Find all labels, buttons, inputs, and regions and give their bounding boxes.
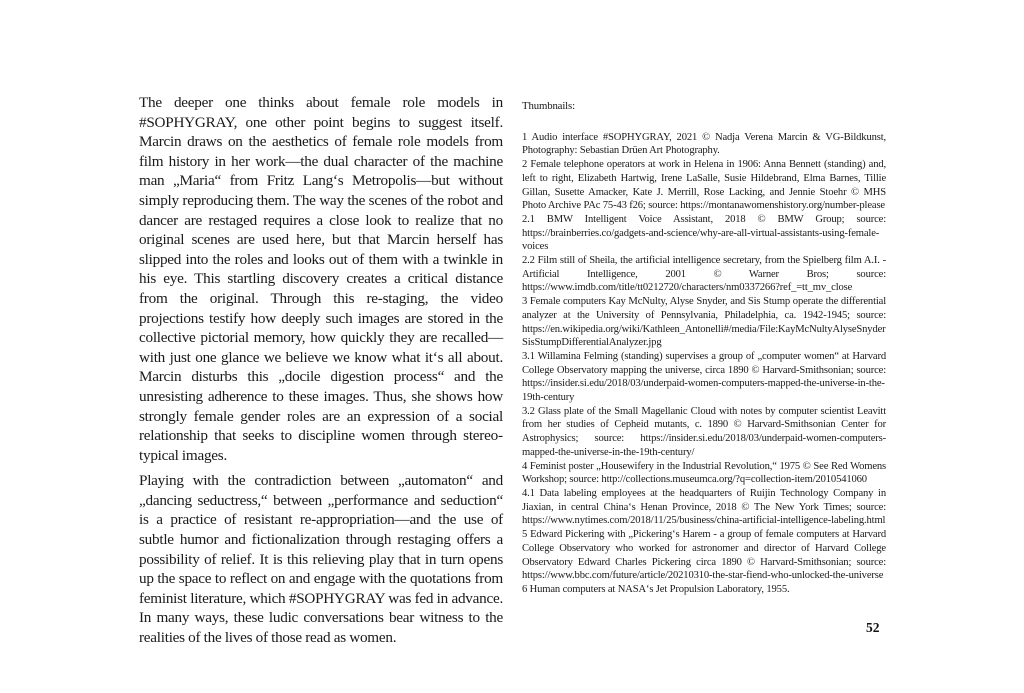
thumbnail-caption: 1 Audio interface #SOPHYGRAY, 2021 © Nadja Verena Marcin & VG-Bildkunst, Photography: Sebastian Drüen Art Photography.: [522, 131, 886, 157]
thumbnail-caption: 3.2 Glass plate of the Small Magellanic Cloud with notes by computer scientist Leavitt from her studies of Cepheid mutants, c. 1890 © Harvard-Smithsonian Center for Astrophysics; source: https://insider.si.edu/2018/03/underpaid-women-computers-mapped-the-universe-in-the-19th-century/: [522, 405, 886, 458]
thumbnail-caption: 2.1 BMW Intelligent Voice Assistant, 2018 © BMW Group; source: https://brainberries.co/gadgets-and-science/why-are-all-virtual-assistants-using-female-voices: [522, 213, 886, 253]
thumbnail-caption: 3.1 Willamina Felming (standing) supervises a group of „computer women“ at Harvard College Observatory mapping the universe, circa 1890 © Harvard-Smithsonian; source: https://insider.si.edu/2018/03/underpaid-women-computers-mapped-the-universe-in-the-19th-century: [522, 350, 886, 404]
thumbnail-caption: 2.2 Film still of Sheila, the artificial intelligence secretary, from the Spielberg film A.I. - Artificial Intelligence, 2001 © Warner Bros; source: https://www.imdb.com/title/tt0212720/characters/nm0337266?ref_=tt_mv_close: [522, 255, 886, 294]
page-number: 52: [866, 620, 880, 635]
thumbnail-caption: 2 Female telephone operators at work in Helena in 1906: Anna Bennett (standing) and, left to right, Elizabeth Hartwig, Irene LaSalle, Susie Hildebrand, Elma Barnes, Tillie Gillan, Susette Amacker, Kate J. Merrill, Rose Lacking, and Jennie Stoehr © MHS Photo Archive PAc 75-43 f26; source: https://montanawomenshistory.org/number-please: [522, 159, 886, 212]
body-paragraph: The deeper one thinks about female role models in #SOPHYGRAY, one other point begins to suggest itself. Marcin draws on the aesthetics of female role models from film history in her work—the dual character of the machine man „Maria“ from Fritz Lang‘s Metropolis—but without simply reproducing them. The way the scenes of the robot and dancer are restaged requires a close look to realize that no original scenes are used here, but that Marcin herself has slipped into the roles and looks out of them with a twinkle in his eye. This startling discovery creates a critical distance from the original. Through this re-staging, the video projections testify how deeply such images are stored in the collective pictorial memory, how quickly they are recalled—with just one glance we believe we know what it‘s all about. Marcin disturbs this „docile digestion process“ and the unresisting adherence to these images. Thus, she shows how strongly female gender roles are an expression of a social relationship that seeks to discipline women through stereotypical images.: [139, 94, 503, 464]
body-paragraph: Playing with the contradiction between „automaton“ and „dancing seductress,“ between „performance and seduction“ is a practice of resistant re-appropriation—and the use of subtle humor and fictionalization through restaging offers a possibility of relief. It is this relieving play that in turn opens up the space to reflect on and engage with the quotations from feminist literature, which #SOPHYGRAY was fed in advance. In many ways, these ludic conversations bear witness to the realities of the lives of those read as women.: [139, 472, 503, 647]
thumbnails-heading: Thumbnails:: [522, 100, 575, 112]
thumbnail-caption: 4.1 Data labeling employees at the headquarters of Ruijin Technology Company in Jiaxian, in central China‘s Henan Province, 2018 © The New York Times; source: https://www.nytimes.com/2018/11/25/business/china-artificial-intelligence-labeling.html: [522, 487, 886, 527]
thumbnail-caption: 3 Female computers Kay McNulty, Alyse Snyder, and Sis Stump operate the differential analyzer at the University of Pennsylvania, Philadelphia, ca. 1942-1945; source: https://en.wikipedia.org/wiki/Kathleen_Antonelli#/media/File:KayMcNultyAlyseSnyderSisStumpDifferentialAnalyzer.jpg: [522, 296, 886, 349]
thumbnails-column: [522, 100, 886, 597]
body-text-column: [139, 93, 503, 654]
thumbnail-caption: 5 Edward Pickering with „Pickering‘s Harem - a group of female computers at Harvard College Observatory who worked for astronomer and director of Harvard College Observatory Edward Charles Pickering circa 1890 © Harvard-Smithsonian; source: https://www.bbc.com/future/article/20210310-the-star-fiend-who-unlocked-the-universe: [522, 529, 886, 582]
thumbnail-caption: 4 Feminist poster „Housewifery in the Industrial Revolution,“ 1975 © See Red Womens Workshop; source: http://collections.museumca.org/?q=collection-item/2010541060: [522, 460, 886, 486]
thumbnail-caption: 6 Human computers at NASA‘s Jet Propulsion Laboratory, 1955.: [522, 583, 790, 595]
